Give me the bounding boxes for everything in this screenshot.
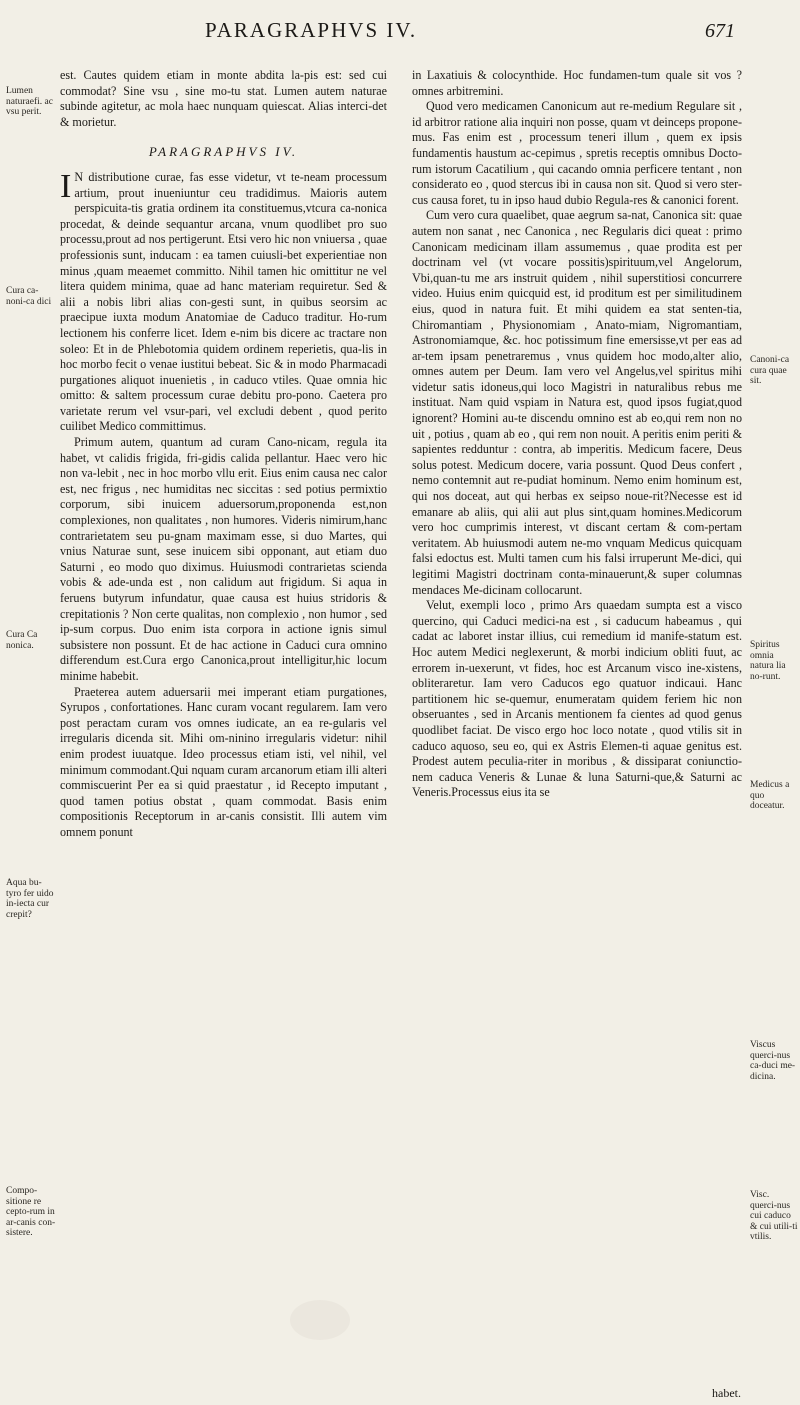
margin-note: Viscus querci-nus ca-duci me-dicina. xyxy=(750,1040,796,1082)
paragraph: Velut, exempli loco , primo Ars quaedam sumpta est a visco quercino, qui Caduci medici-na est , si caducum habeamus , qui cadat ac laboret instar illius, cui remedium id manife-statum est. Hoc autem Medici neglexerunt, & morbi indicium obliti fuut, ac errorem in-uexerunt, vt fides, hoc est Arcanum visco ine-xistens, obliteraretur. Iam vero Caducos ego quatuor indicaui. Hanc partitionem hic se-quemur, enumeratam quidem feriem hic non obseruantes , sed in Arcanis mentionem fa cientes ad quod genus quodlibet faciat. De visco ergo hoc loco notate , quod vtilis sit in caduco aquoso, seu eo, qui ex Astris Elemen-ti aquae genitus est. Prodest autem peculia-riter in moribus , & dissiparat coniunctio-nem caduca Veneris & Lunae & luna Saturni-que,& Saturni ac Veneris.Processus eius ita se xyxy=(412,598,742,800)
paragraph: in Laxatiuis & colocynthide. Hoc fundamen-tum quale sit vos ? omnes arbitremini. xyxy=(412,68,742,98)
paragraph: Cum vero cura quaelibet, quae aegrum sa-nat, Canonica sit: quae autem non sanat , nec Canonica , nec Regularis dici queat : primo Canonicam medicinam illam assumemus , quae prodita est per doctrinam vel (vt vocare possitis)spirituum,vel Angelorum, Vbi,quan-tu me ars instruit quidem , nihil superstitiosi concurrere video. Huius enim quicquid est, id proditum est per similitudinem eius, quod in natura fuit. Et mihi quidem ea stat senten-tia, Chiromantiam , Physionomiam , Anato-miam, Nigromantiam, Astronomiamque, &c. hoc potissimum fine emersisse,vt per eas ad ar-tem ipsam penetraremus , vnus quidem hoc modo,alter alio, omnes autem per Deum. Iam vero vel Angelus,vel spiritus mihi videtur satis idoneus,qui loco Magistri in naturalibus rebus me instituat. Nam quid vspiam in Natura est, quod ipsos fugiat,quod ignorent? Homini au-te discendu omnino est ab eo,qui rem non no uit , potius , quam ab eo , qui rem non nouit. A peritis enim periti & sapientes redduntur : contra, ab imperitis. Medicum facere, Deus solus potest. Medicum docere, varia possunt. Quod Deus confert , nemo contemnit aut re-pudiat hominum. Nemo enim hominum est, qui nos doceat, aut qui herbas ex seipso noue-rit?Necesse est id emanare ab aliis, qui alii aut plus sint,quam homines.Medicorum vero hoc cumprimis interest, vt discant certam & com-pertam veritatem. Ab huiusmodi autem ne-mo vnquam Medicus quicquam falsi edoctus est. Multi tamen cum his falsi irruperunt Me-dici, qui legitimi Magistri doctrinam conta-minauerunt,& super columnas mendaces Me-dicinam collocarunt. xyxy=(412,208,742,597)
margin-note: Lumen naturaefi. ac vsu perit. xyxy=(6,86,53,117)
margin-note: Compo-sitione re cepto-rum in ar-canis con-sistere. xyxy=(6,1186,56,1238)
margin-note: Medicus a quo doceatur. xyxy=(750,780,790,811)
margin-note: Aqua bu-tyro fer uido in-iecta cur crepit? xyxy=(6,878,54,920)
catchword: habet. xyxy=(712,1386,741,1400)
section-heading: PARAGRAPHVS IV. xyxy=(148,144,299,160)
paper-stain xyxy=(290,1300,350,1340)
margin-note: Visc. querci-nus cui caduco & cui utili-ti vtilis. xyxy=(750,1190,798,1242)
margin-note: Canoni-ca cura quae sit. xyxy=(750,355,790,386)
margin-note: Cura ca-noni-ca dici xyxy=(6,286,52,307)
right-column xyxy=(412,68,742,801)
margin-note: Cura Ca nonica. xyxy=(6,630,38,651)
paragraph: Praeterea autem aduersarii mei imperant etiam purgationes, Syrupos , confortationes. Hanc curam vocant regularem. Iam vero post peractam curam vos omnes iudicate, an ea re-gularis vel irregularis dicenda sit. Mihi om-ninino irregularis videtur: nihil enim prodest iuuatque. Ideo processus etiam isti, vel nihil, vel minimum commodant.Qui nquam curam arcanorum etiam illi alteri commiscuerint Per ea si quid praestatur , id Recepto imputant , quod tamen potius obstat , quam commodat. Basis enim compositionis Receptorum in ar-canis consistit. Illi autem vim omnem ponunt xyxy=(60,684,387,839)
paragraph: Quod vero medicamen Canonicum aut re-medium Regulare sit , id arbitror ratione alia inquiri non posse, quam vt deinceps propone-mus. Fas enim est , processum teneri illum , quem ex ipsis fundamentis haustum ac-cepimus , spretis receptis omnibus Docto-rum istorum Cacatilium , qui cacando omnia perficere tentant , non considerato eo , quod stercus ibi in causa non sit. Quod si vero ster-cus causa foret, tu in ipso haud dubio Regula-res & canonici forent. xyxy=(412,99,742,207)
paragraph: I N distributione curae, fas esse videtur, vt te-neam processum artium, prout inueniuntur ceu tradidimus. Maioris autem perspicuita-tis gratia ordinem ita constituemus,vtcura ca-nonica procedat, & deinde sequantur arcana, vnum quodlibet pro suo processu,prout ad nos pertigerunt. Etsi vero hic non vniuersa , quae professionis sunt, inducam : ea tamen cuiusli-bet experientiae non minus ,quam meaemet committo. Nihil tamen hic omittitur ne vel litera quidem minima, quae ad hanc materiam requiretur. Sed & alii a nobis libri alias con-gesti sunt, in quibus seorsim ac praecipue iuxta modum Anatomiae de Caduco traditur. Ho-rum lectionem his conferre licet. Idem e-nim bis dicere ac tractare non soleo: Et in de Phlebotomia quidem ordinem reperietis, qua-lis in hoc morbo fecit o venae iustitui bebeat. Sic & in modo Pharmacadi purgationes aliquot inuenietis , in caduco vtiles. Quae omnia hic omitto: & saltem processum curae debitu pro-pono. Caetera pro varietate rerum vel vsur-pari, vel excludi debent , quod perito cuilibet Medico committimus. xyxy=(60,167,387,434)
paragraph: est. Cautes quidem etiam in monte abdita la-pis est: sed cui commodat? Sine vsu , sine mo-tu stat. Lumen autem naturae subinde agitetur, ac mola haec nunquam quiescat. Alias interci-det & morietur. xyxy=(60,68,387,129)
margin-note: Spiritus omnia natura lia no-runt. xyxy=(750,640,786,682)
page-number: 671 xyxy=(705,20,735,42)
paragraph: Primum autem, quantum ad curam Cano-nicam, regula ita habet, vt calidis frigida, fri-gidis calida pellantur. Haec vero hic non va-lebit , nec in hoc morbo vllu erit. Eius enim causa nec calor est, nec frigus , nec humiditas nec siccitas : sed potius permixtio corporum, sibi inuicem aduersorum,proponenda est,non complexiones, non qualitates , non humores. Videris nimirum,hanc contrarietatem seu pu-gnam maximam esse, si duo Martes, qui vnius Naturae sunt, sese inuicem sibi opponant, aut etiam duo Saturni , eo modo quo diximus. Huiusmodi contrarietas scienda vobis & ade-unda est , non calidum aut frigidum. Si aqua in feruens butyrum infundatur, quae causa est huius stridoris & crepitationis ? Non certe qualitas, non complexio , non humor , sed ip-sum corpus. Duo enim ista corpora in actione ignis simul subsistere non possunt. Et de hac actione in Caduci cura omnino differendum est.Cura ergo Canonica,prout intelligitur,hic locum minime habebit. xyxy=(60,435,387,683)
page-header xyxy=(0,18,800,58)
running-title: PARAGRAPHVS IV. xyxy=(205,18,418,42)
left-column xyxy=(60,68,387,841)
drop-cap: I xyxy=(60,167,72,205)
